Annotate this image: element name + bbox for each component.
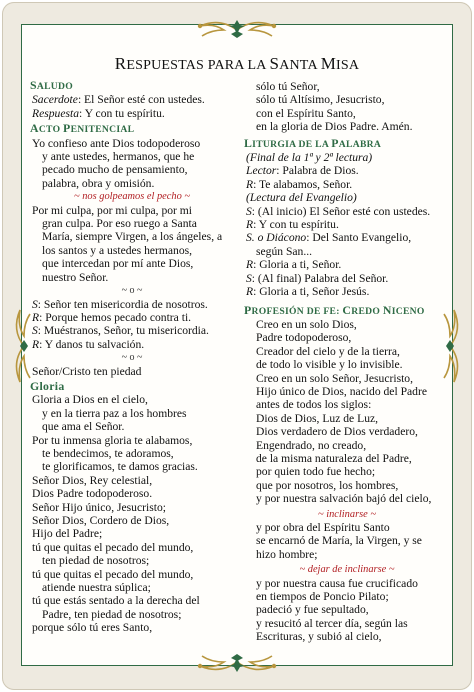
rubric: ~ nos golpeamos el pecho ~ [74,191,190,203]
credo-line: que por nosotros, los hombres, [256,478,399,492]
response-line: R: Gloria a ti, Señor. [246,258,342,272]
response-line: S: Señor ten misericordia de nosotros. [32,297,208,311]
separator: ~ o ~ [121,285,143,297]
gloria-line: atiende nuestra súplica; [42,581,151,595]
response-line: R: Te alabamos, Señor. [246,177,353,191]
gloria-line: en la gloria de Dios Padre. Amén. [256,120,413,134]
gloria-line: Gloria a Dios en el cielo, [32,393,148,407]
gloria-line: que ama el Señor. [42,420,125,434]
gloria-line: porque sólo tú eres Santo, [32,621,153,635]
gloria-line: Padre, ten piedad de nosotros; [42,607,182,621]
response-line: R: Y con tu espíritu. [246,218,339,232]
credo-line: Creo en un solo Señor, Jesucristo, [256,371,413,385]
credo-line: en tiempos de Poncio Pilato; [256,590,389,604]
prayer-line: pecado mucho de pensamiento, [42,163,188,177]
gloria-line: y en la tierra paz a los hombres [42,406,187,420]
credo-line: Padre todopoderoso, [256,331,352,345]
credo-line: por quien todo fue hecho; [256,465,376,479]
credo-line: Creo en un solo Dios, [256,317,357,331]
gloria-line: tú que quitas el pecado del mundo, [32,567,194,581]
gloria-line: sólo tú Señor, [256,80,320,93]
gloria-line: te bendecimos, te adoramos, [42,446,174,460]
gloria-line: Señor Hijo único, Jesucristo; [32,500,166,514]
ornament-top-icon [186,14,288,42]
heading-acto-penitencial: ACTO PENITENCIAL [30,121,135,136]
ornament-bottom-icon [186,650,288,678]
prayer-line: María, siempre Virgen, a los ángeles, a [42,230,223,244]
credo-line: de todo lo visible y lo invisible. [256,358,403,372]
rubric-note: (Lectura del Evangelio) [246,191,357,205]
prayer-line: los santos y a ustedes hermanos, [42,243,193,257]
saludo-line: Sacerdote: El Señor esté con ustedes. [32,93,205,107]
heading-credo: PROFESIÓN DE FE: CREDO NICENO [244,302,425,317]
gloria-line: Señor Dios, Cordero de Dios, [32,514,170,527]
credo-line: y por nuestra causa fue crucificado [256,576,418,590]
credo-line: Dios de Dios, Luz de Luz, [256,411,379,425]
heading-gloria: Gloria [30,378,65,393]
response-line: S: Muéstranos, Señor, tu misericordia. [32,324,209,338]
credo-line: y por nuestra salvación bajó del cielo, [256,492,432,506]
credo-line: se encarnó de María, la Virgen, y se [256,534,422,548]
gloria-line: ten piedad de nosotros; [42,554,150,568]
credo-line: Dios verdadero de Dios verdadero, [256,425,418,439]
credo-line: Hijo único de Dios, nacido del Padre [256,384,427,398]
saludo-line: Respuesta: Y con tu espíritu. [32,106,165,120]
credo-line: Engendrado, no creado, [256,438,367,452]
gloria-line: te glorificamos, te damos gracias. [42,460,198,474]
prayer-line: Por mi culpa, por mi culpa, por mi [32,203,193,217]
prayer-line: palabra, obra y omisión. [42,176,155,190]
response-line: S: (Al final) Palabra del Señor. [246,271,389,285]
rubric: ~ inclinarse ~ [318,508,376,520]
credo-line: antes de todos los siglos: [256,398,372,412]
prayer-line: Yo confieso ante Dios todopoderoso [32,136,201,150]
prayer-line: que intercedan por mí ante Dios, [42,257,194,271]
gloria-line: tú que quitas el pecado del mundo, [32,540,194,554]
credo-line: y resucitó al tercer día, según las [256,616,408,630]
left-column [30,78,234,635]
separator: ~ o ~ [121,352,143,364]
gloria-line: tú que estás sentado a la derecha del [32,594,200,608]
heading-saludo: SALUDO [30,78,74,92]
heading-liturgia-palabra: LITURGIA DE LA PALABRA [244,135,382,150]
credo-line: Creador del cielo y de la tierra, [256,344,400,358]
gloria-line: Señor Dios, Rey celestial, [32,473,153,487]
right-column [244,80,450,644]
response-line: según San... [256,244,313,258]
prayer-line: gran culpa. Por eso ruego a Santa [42,217,197,231]
response-line: S: (Al inicio) El Señor esté con ustedes. [246,204,431,218]
gloria-line: con el Espíritu Santo, [256,106,356,120]
response-line: Lector: Palabra de Dios. [246,164,359,178]
response-line: S. o Diácono: Del Santo Evangelio, [246,231,412,245]
response-line: R: Y danos tu salvación. [32,337,145,351]
gloria-line: sólo tú Altísimo, Jesucristo, [256,93,385,107]
credo-line: padeció y fue sepultado, [256,603,369,617]
gloria-line: Hijo del Padre; [32,527,103,541]
kyrie-line: Señor/Cristo ten piedad [32,364,142,378]
credo-line: y por obra del Espíritu Santo [256,521,390,534]
prayer-line: nuestro Señor. [42,270,109,284]
response-line: R: Porque hemos pecado contra ti. [32,310,192,324]
rubric-note: (Final de la 1ª y 2ª lectura) [246,151,373,165]
credo-line: Escrituras, y subió al cielo, [256,630,382,644]
page-title: RESPUESTAS PARA LA SANTA MISA [114,54,360,73]
gloria-line: Dios Padre todopoderoso. [32,487,153,501]
credo-line: de la misma naturaleza del Padre, [256,451,412,465]
gloria-line: Por tu inmensa gloria te alabamos, [32,433,193,447]
credo-line: hizo hombre; [256,547,318,561]
rubric: ~ dejar de inclinarse ~ [299,564,395,576]
response-line: R: Gloria a ti, Señor Jesús. [246,285,370,299]
prayer-line: y ante ustedes, hermanos, que he [42,150,195,164]
